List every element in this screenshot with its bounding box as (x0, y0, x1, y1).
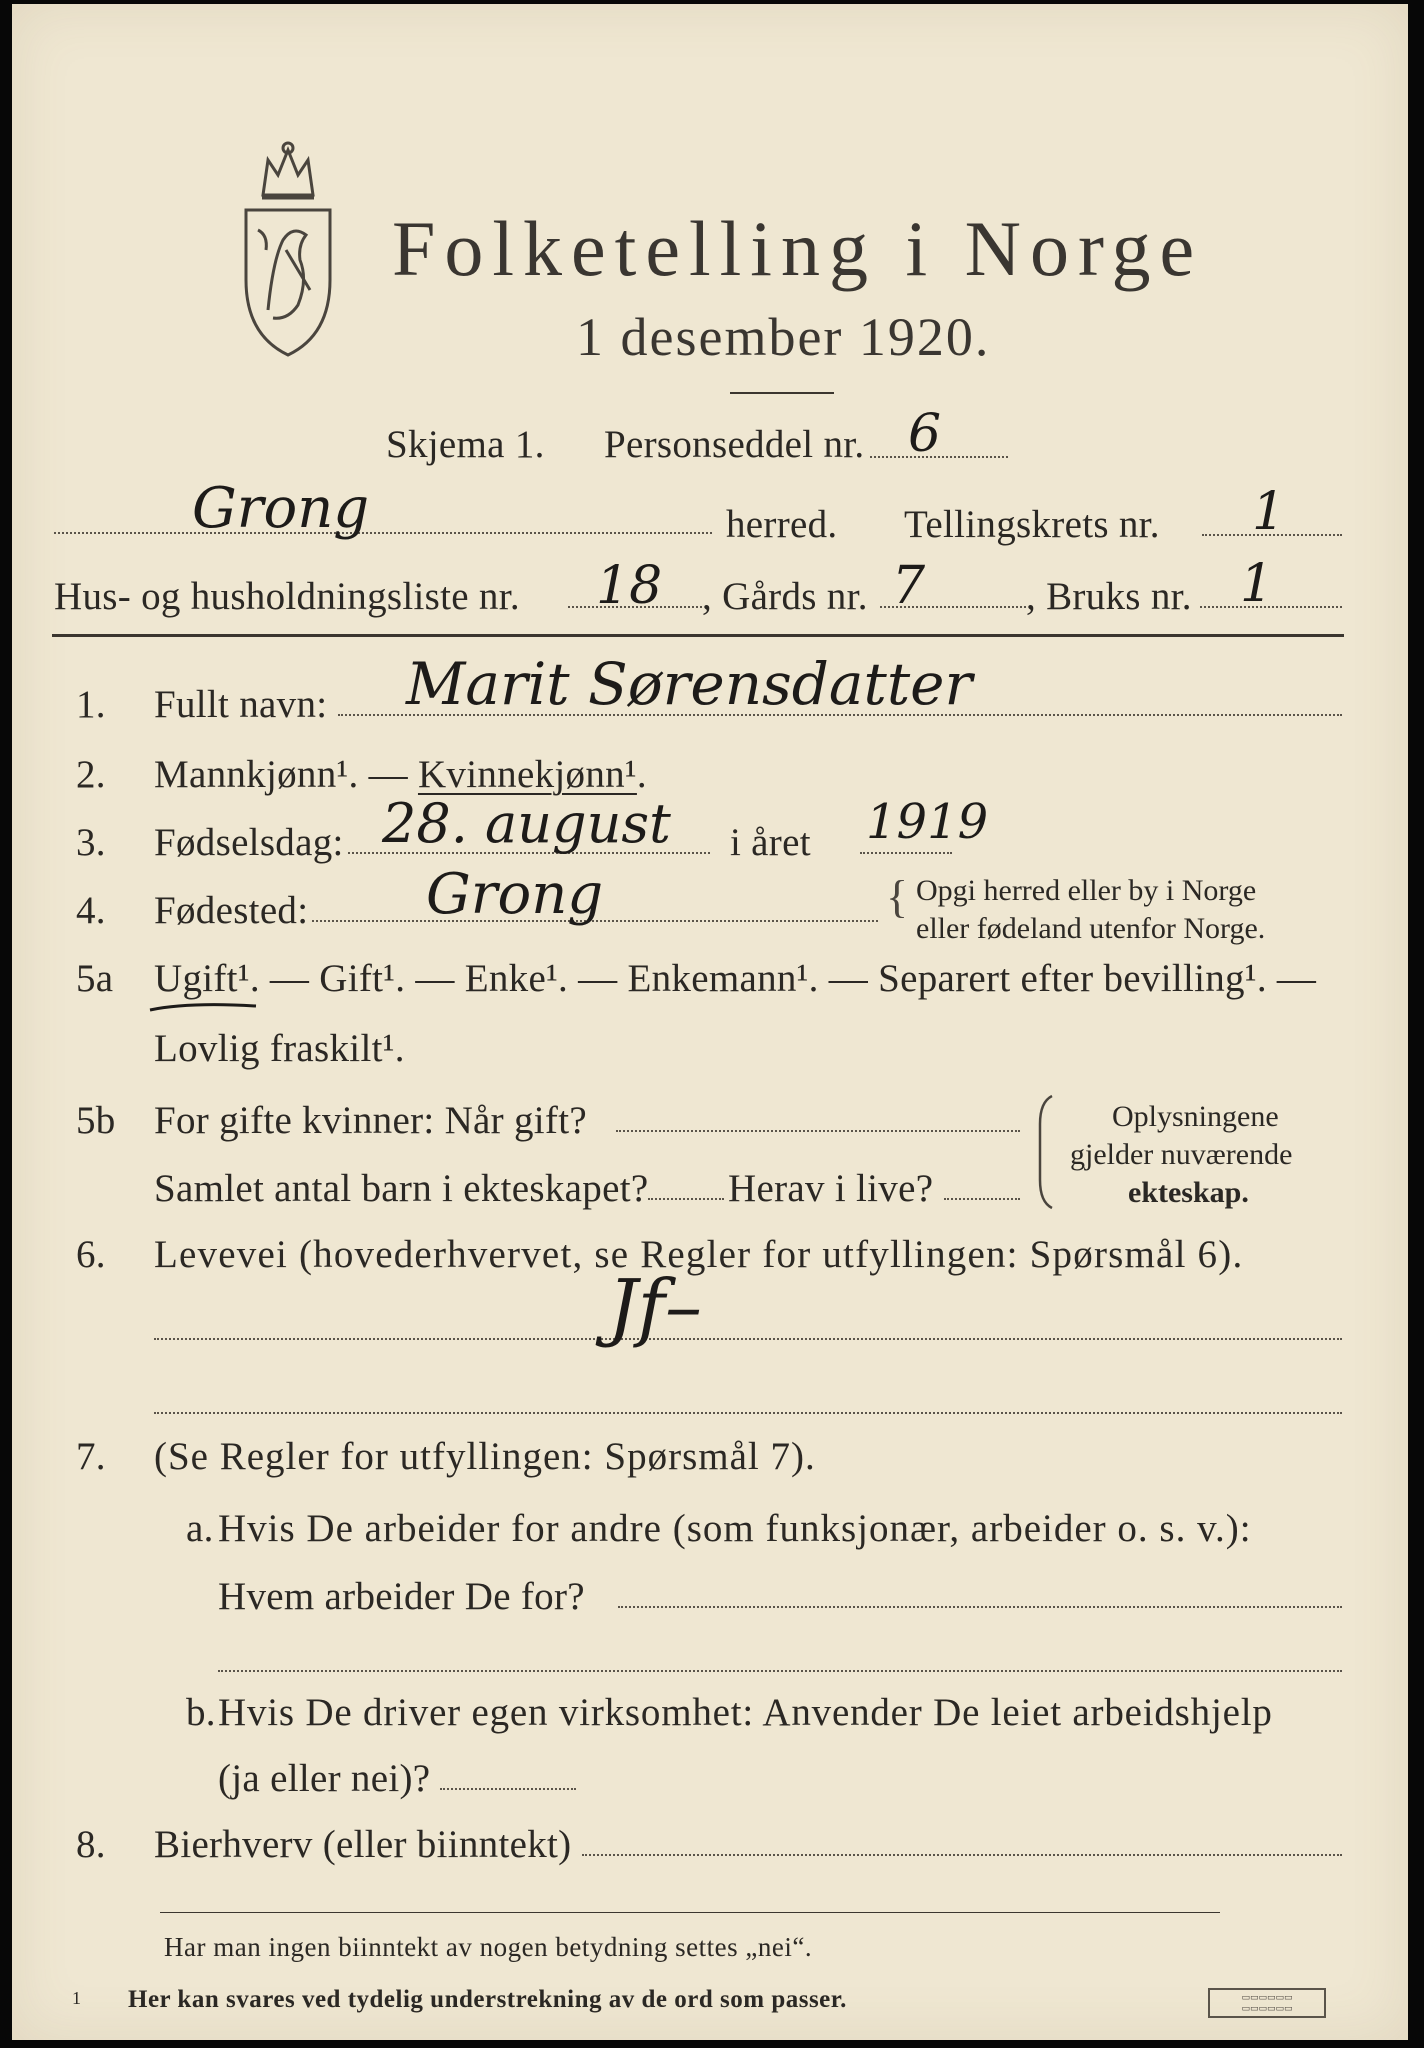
personseddel-label: Personseddel nr. (604, 423, 865, 466)
q1-number: 1. (76, 683, 106, 726)
q5b-children-line (648, 1198, 724, 1200)
q5b-label-1: For gifte kvinner: Når gift? (154, 1099, 587, 1142)
q7a-number: a. (186, 1507, 214, 1550)
q3-label: Fødselsdag: (154, 821, 344, 864)
q7-number: 7. (76, 1435, 106, 1478)
printer-stamp-icon: ▭▭▭▭▭▭ ▭▭▭▭▭▭ (1208, 1988, 1326, 2018)
q7b-number: b. (186, 1691, 216, 1734)
gards-value: 7 (892, 556, 926, 616)
q6-number: 6. (76, 1233, 106, 1276)
q5a-number: 5a (76, 957, 114, 1000)
q5a-options: Ugift¹. — Gift¹. — Enke¹. — Enkemann¹. — Separert efter bevilling¹. — (154, 957, 1317, 1000)
hus-label: Hus- og husholdningsliste nr. (54, 575, 520, 618)
q8-label: Bierhverv (eller biinntekt) (154, 1823, 572, 1866)
footnote-text: Her kan svares ved tydelig understrekning av de ord som passer. (128, 1986, 847, 2013)
census-date: 1 desember 1920. (576, 307, 991, 367)
q8-line (582, 1854, 1342, 1856)
q1-label: Fullt navn: (154, 683, 328, 726)
gards-label: , Gårds nr. (702, 575, 868, 618)
q5b-note-3: ekteskap. (1128, 1176, 1249, 1209)
q4-label: Fødested: (154, 889, 309, 932)
herred-label: herred. (726, 503, 838, 546)
full-name-value: Marit Sørensdatter (406, 650, 973, 718)
q3-number: 3. (76, 821, 106, 864)
q6-line-2 (154, 1412, 1342, 1414)
q6-label: Levevei (hovederhvervet, se Regler for utfyllingen: Spørsmål 6). (154, 1233, 1244, 1276)
mannkjonn-option: Mannkjønn¹. — (154, 753, 418, 796)
occupation-value: Jf– (608, 1264, 703, 1350)
bruks-label: , Bruks nr. (1026, 575, 1192, 618)
q4-note-2: eller fødeland utenfor Norge. (916, 912, 1266, 945)
title-divider (730, 392, 834, 394)
q8-number: 8. (76, 1823, 106, 1866)
personseddel-value: 6 (908, 404, 942, 464)
q7a-line-1: Hvis De arbeider for andre (som funksjonær, arbeider o. s. v.): (218, 1507, 1252, 1550)
tellingskrets-value: 1 (1252, 482, 1286, 542)
bruks-value: 1 (1240, 554, 1274, 614)
q5b-label-2a: Samlet antal barn i ekteskapet? (154, 1167, 649, 1210)
q5b-label-2b: Herav i live? (728, 1167, 934, 1210)
q2-number: 2. (76, 753, 106, 796)
census-form-page (12, 4, 1408, 2040)
q7a-answer-line-1 (618, 1606, 1342, 1608)
herred-line (54, 532, 712, 534)
footnote-mark: 1 (72, 1988, 82, 2008)
q7b-line-2: (ja eller nei)? (218, 1757, 431, 1800)
norwegian-coat-of-arms-icon (228, 140, 348, 362)
birthplace-value: Grong (426, 862, 604, 927)
q4-brace: { (886, 871, 909, 922)
header-rule (52, 634, 1344, 637)
q5a-options-2: Lovlig fraskilt¹. (154, 1027, 405, 1070)
q5b-note-2: gjelder nuværende (1070, 1138, 1293, 1171)
year-label: i året (730, 821, 811, 864)
q3-year-line (860, 852, 952, 854)
tellingskrets-label: Tellingskrets nr. (904, 503, 1160, 546)
q4-number: 4. (76, 889, 106, 932)
q2-label: Mannkjønn¹. — Kvinnekjønn¹. (154, 753, 647, 796)
herred-value: Grong (192, 476, 370, 541)
q6-line-1 (154, 1338, 1342, 1340)
q7b-line-1: Hvis De driver egen virksomhet: Anvender De leiet arbeidshjelp (218, 1691, 1273, 1734)
q5b-alive-line (944, 1198, 1020, 1200)
q5b-number: 5b (76, 1099, 116, 1142)
birth-year-value: 1919 (866, 794, 989, 850)
footer-rule (160, 1912, 1220, 1913)
kvinnekjonn-option: Kvinnekjønn¹ (417, 753, 637, 796)
form-title: Folketelling i Norge (392, 205, 1204, 292)
q7b-answer-line (440, 1788, 576, 1790)
q5b-married-line (616, 1130, 1020, 1132)
birthdate-value: 28. august (382, 792, 671, 855)
skjema-label: Skjema 1. (386, 423, 545, 466)
ugift-underline-mark (148, 1000, 258, 1014)
q7a-line-2: Hvem arbeider De for? (218, 1575, 585, 1618)
q5b-note-1: Oplysningene (1112, 1100, 1279, 1133)
hus-value: 18 (596, 556, 663, 616)
q7a-answer-line-2 (218, 1670, 1342, 1672)
footer-note: Har man ingen biinntekt av nogen betydning settes „nei“. (164, 1932, 813, 1962)
q7-label: (Se Regler for utfyllingen: Spørsmål 7). (154, 1435, 816, 1478)
q5b-bracket (1036, 1094, 1056, 1210)
q4-note-1: Opgi herred eller by i Norge (916, 874, 1257, 907)
